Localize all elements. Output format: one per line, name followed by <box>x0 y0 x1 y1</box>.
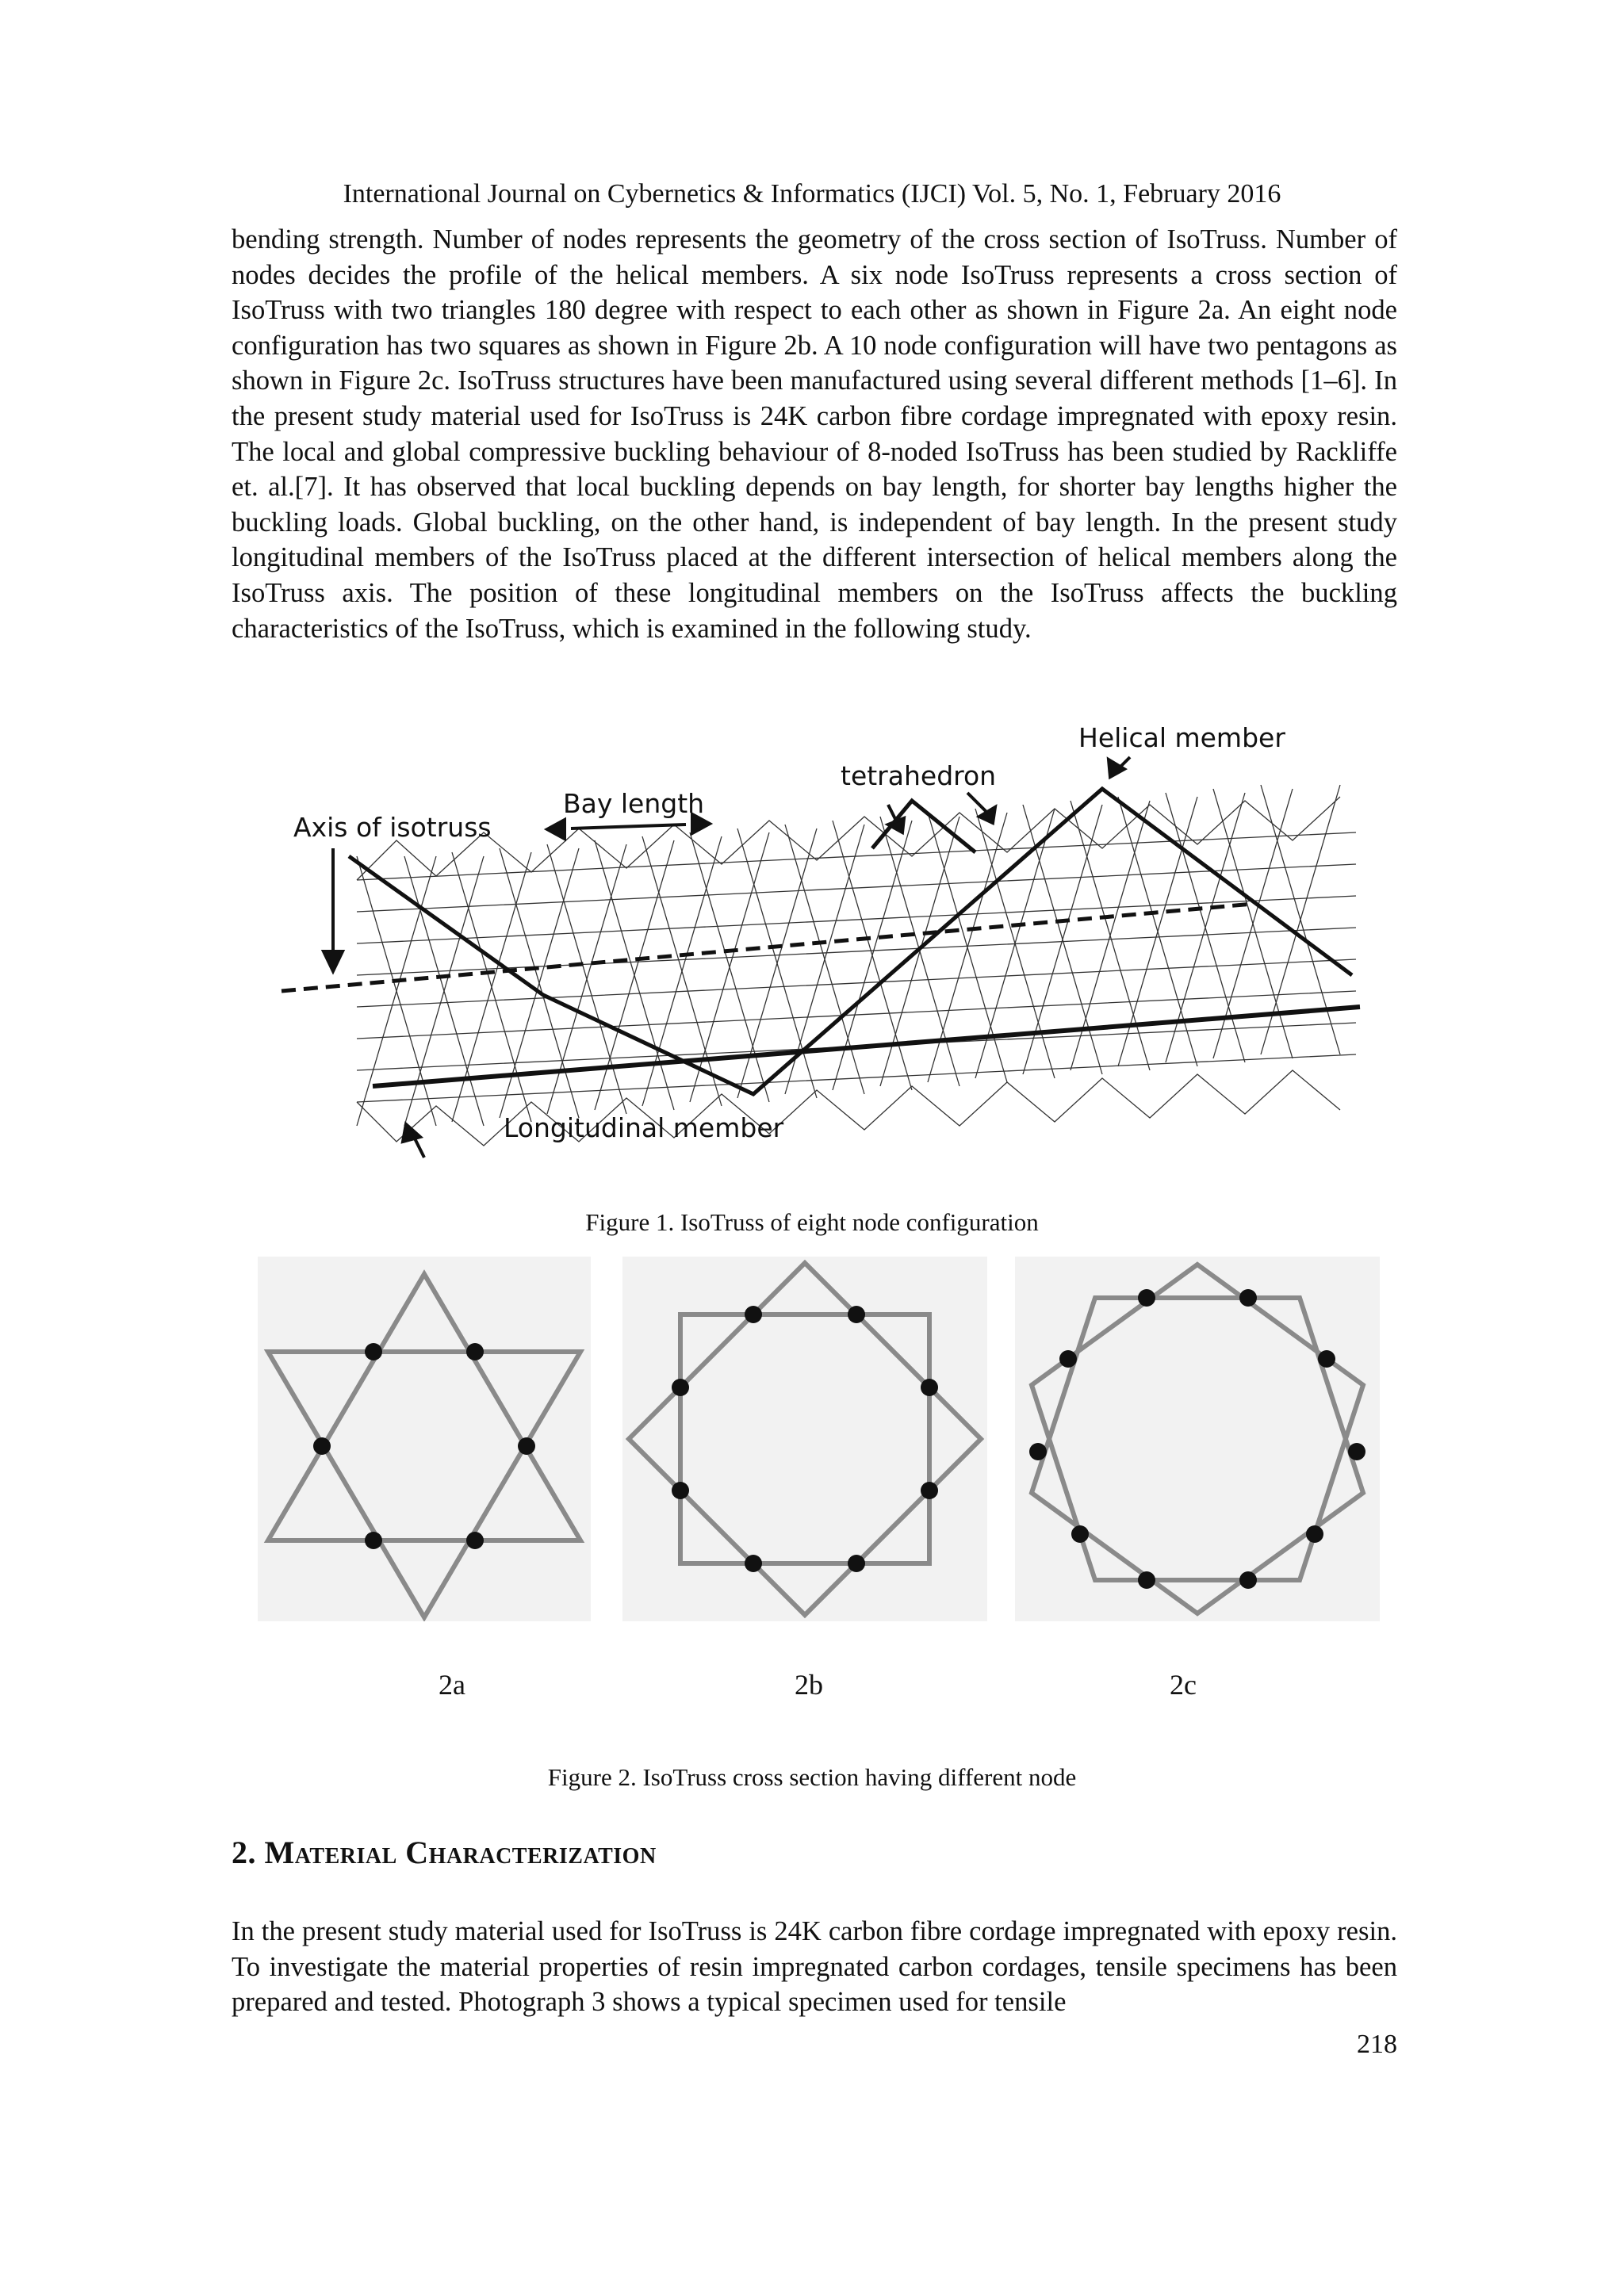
figure-1-caption: Figure 1. IsoTruss of eight node configuration <box>585 1208 1039 1236</box>
axis-of-isotruss-label: Axis of isotruss <box>293 812 492 843</box>
bay-length-label: Bay length <box>563 788 705 819</box>
figure-1-isotruss-drawing <box>270 714 1364 1173</box>
triangle-up <box>268 1274 580 1540</box>
page-number: 218 <box>1357 2030 1397 2059</box>
helical-member-label: Helical member <box>1078 722 1285 753</box>
section-heading: 2. Material Characterization <box>232 1835 657 1870</box>
figure-2b-label: 2b <box>795 1669 823 1701</box>
tetrahedron-lines <box>872 801 975 852</box>
figure-2-caption: Figure 2. IsoTruss cross section having different node <box>547 1763 1077 1791</box>
body-paragraph-2: In the present study material used for IsoTruss is 24K carbon fibre cordage impregnated with epoxy resin. To investigate the material properties of resin impregnated carbon cordages, tensile specimens has been prepared and tested. Photograph 3 shows a typical specimen used for tensile <box>232 1916 1397 2018</box>
figure-2a-six-node <box>258 1257 591 1621</box>
body-paragraph-1: bending strength. Number of nodes represents the geometry of the cross section of IsoTruss. Number of nodes decides the profile of the helical members. A six node IsoTruss represents a cross section of IsoTruss with two triangles 180 degree with respect to each other as shown in Figure 2a. An eight node configuration has two squares as shown in Figure 2b. A 10 node configuration will have two pentagons as shown in Figure 2c. IsoTruss structures have been manufactured using several different methods [1–6]. In the present study material used for IsoTruss is 24K carbon fibre cordage impregnated with epoxy resin. The local and global compressive buckling behaviour of 8-noded IsoTruss has been studied by Rackliffe et. al.[7]. It has observed that local buckling depends on bay length, for shorter bay lengths higher the buckling loads. Global buckling, on the other hand, is independent of bay length. In the present study longitudinal members of the IsoTruss placed at the different intersection of helical members along the IsoTruss axis. The position of these longitudinal members on the IsoTruss affects the buckling characteristics of the IsoTruss, which is examined in the following study. <box>232 224 1397 644</box>
figure-2c-label: 2c <box>1170 1669 1197 1701</box>
tetrahedron-label: tetrahedron <box>841 760 997 791</box>
node-markers <box>313 1343 535 1549</box>
node-markers <box>1029 1289 1365 1589</box>
node-markers <box>672 1306 938 1572</box>
longitudinal-member-label: Longitudinal member <box>504 1112 784 1143</box>
figure-2a-label: 2a <box>439 1669 465 1701</box>
journal-header: International Journal on Cybernetics & Informatics (IJCI) Vol. 5, No. 1, February 2016 <box>343 179 1281 209</box>
figure-2b-eight-node <box>622 1257 987 1621</box>
pentagon-down <box>1032 1298 1363 1613</box>
figure-2c-ten-node <box>1015 1257 1380 1621</box>
triangle-down <box>268 1352 580 1617</box>
truss-lattice <box>357 785 1356 1146</box>
